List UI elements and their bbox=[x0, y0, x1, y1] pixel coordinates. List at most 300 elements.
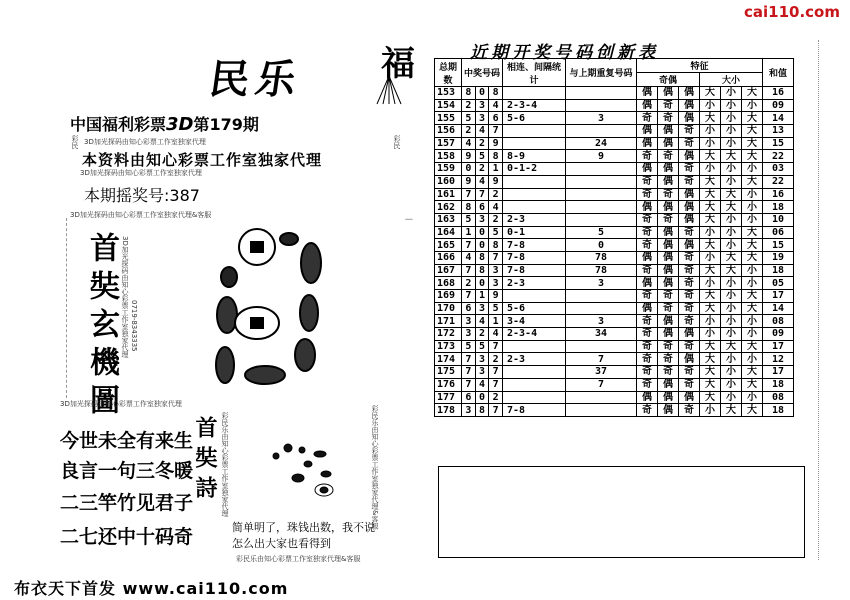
table-cell: 13 bbox=[763, 125, 794, 138]
table-cell: 奇 bbox=[679, 163, 700, 176]
table-cell: 169 bbox=[435, 290, 462, 303]
table-row bbox=[435, 264, 794, 277]
results-table-wrapper bbox=[434, 58, 794, 417]
table-cell: 7 bbox=[566, 378, 637, 391]
table-cell: 小 bbox=[742, 188, 763, 201]
table-cell: 小 bbox=[721, 328, 742, 341]
table-cell: 06 bbox=[763, 226, 794, 239]
table-cell: 大 bbox=[742, 404, 763, 417]
table-cell: 大 bbox=[700, 87, 721, 100]
table-row bbox=[435, 366, 794, 379]
table-cell: 22 bbox=[763, 150, 794, 163]
table-cell: 7 bbox=[462, 353, 476, 366]
table-row bbox=[435, 150, 794, 163]
table-cell bbox=[566, 302, 637, 315]
table-cell: 155 bbox=[435, 112, 462, 125]
poem-line-4: 二七还中十码奇 bbox=[60, 526, 194, 548]
table-cell: 小 bbox=[721, 163, 742, 176]
table-cell: 8 bbox=[462, 87, 476, 100]
table-cell: 偶 bbox=[658, 277, 679, 290]
table-row bbox=[435, 251, 794, 264]
table-cell: 7 bbox=[566, 353, 637, 366]
table-row bbox=[435, 328, 794, 341]
table-cell: 7 bbox=[489, 404, 503, 417]
fu-character: 福 bbox=[381, 44, 415, 84]
table-cell: 5-6 bbox=[503, 112, 566, 125]
table-cell: 8 bbox=[475, 264, 489, 277]
table-row bbox=[435, 340, 794, 353]
table-cell: 大 bbox=[721, 264, 742, 277]
table-cell: 大 bbox=[742, 137, 763, 150]
site-url-top[interactable]: cai110.com bbox=[744, 3, 840, 21]
table-cell: 162 bbox=[435, 201, 462, 214]
table-cell bbox=[503, 391, 566, 404]
table-cell: 大 bbox=[742, 175, 763, 188]
table-cell: 2-3-4 bbox=[503, 328, 566, 341]
table-cell: 大 bbox=[721, 404, 742, 417]
table-cell: 大 bbox=[742, 251, 763, 264]
table-cell: 7 bbox=[462, 188, 476, 201]
table-cell: 偶 bbox=[658, 175, 679, 188]
table-cell: 0 bbox=[475, 391, 489, 404]
poem-line-1: 今世未全有来生 bbox=[60, 430, 194, 452]
table-cell bbox=[503, 87, 566, 100]
table-cell bbox=[503, 201, 566, 214]
table-cell: 7 bbox=[462, 378, 476, 391]
table-cell: 奇 bbox=[658, 188, 679, 201]
table-cell: 大 bbox=[742, 150, 763, 163]
table-cell: 161 bbox=[435, 188, 462, 201]
table-cell: 大 bbox=[700, 366, 721, 379]
table-cell: 奇 bbox=[658, 290, 679, 303]
lottery-name: 中国福利彩票 bbox=[70, 115, 167, 134]
poem-tiny-note-right: 彩民乐由知心彩票工作室独家代理&客服 bbox=[371, 405, 379, 530]
table-cell bbox=[503, 340, 566, 353]
table-cell: 偶 bbox=[679, 353, 700, 366]
table-cell bbox=[503, 290, 566, 303]
table-cell: 偶 bbox=[658, 201, 679, 214]
table-cell: 奇 bbox=[658, 150, 679, 163]
table-cell: 小 bbox=[721, 226, 742, 239]
table-cell: 3 bbox=[566, 112, 637, 125]
table-cell: 小 bbox=[742, 213, 763, 226]
table-cell: 5 bbox=[475, 150, 489, 163]
table-cell: 8-9 bbox=[503, 150, 566, 163]
table-cell: 7-8 bbox=[503, 251, 566, 264]
results-table bbox=[434, 58, 794, 417]
poem-line-2: 良言一句三冬暖 bbox=[60, 460, 194, 482]
table-cell: 4 bbox=[475, 315, 489, 328]
table-cell: 5 bbox=[462, 340, 476, 353]
table-cell: 小 bbox=[742, 201, 763, 214]
table-cell: 6 bbox=[462, 302, 476, 315]
table-cell: 4 bbox=[462, 251, 476, 264]
table-cell bbox=[566, 125, 637, 138]
table-cell: 小 bbox=[700, 328, 721, 341]
table-cell: 偶 bbox=[637, 201, 658, 214]
table-row bbox=[435, 391, 794, 404]
table-cell bbox=[503, 137, 566, 150]
table-cell: 165 bbox=[435, 239, 462, 252]
table-cell bbox=[503, 175, 566, 188]
table-cell: 小 bbox=[721, 378, 742, 391]
table-cell: 奇 bbox=[637, 315, 658, 328]
table-cell: 0 bbox=[475, 226, 489, 239]
table-cell bbox=[566, 188, 637, 201]
table-cell bbox=[566, 201, 637, 214]
table-cell: 170 bbox=[435, 302, 462, 315]
table-cell: 奇 bbox=[637, 150, 658, 163]
table-cell: 小 bbox=[700, 251, 721, 264]
table-cell: 5 bbox=[462, 112, 476, 125]
caption bbox=[232, 520, 375, 552]
table-cell: 7-8 bbox=[503, 264, 566, 277]
table-cell: 17 bbox=[763, 366, 794, 379]
table-cell: 08 bbox=[763, 315, 794, 328]
table-cell: 小 bbox=[721, 277, 742, 290]
table-cell: 8 bbox=[462, 201, 476, 214]
table-cell: 2 bbox=[475, 328, 489, 341]
table-cell: 154 bbox=[435, 99, 462, 112]
table-cell: 03 bbox=[763, 163, 794, 176]
table-cell: 19 bbox=[763, 251, 794, 264]
table-cell: 奇 bbox=[637, 328, 658, 341]
table-cell: 167 bbox=[435, 264, 462, 277]
poem-line-3: 二三竿竹见君子 bbox=[60, 492, 194, 514]
tiny-note-left: 彩民 bbox=[71, 135, 79, 149]
table-cell: 奇 bbox=[637, 188, 658, 201]
table-cell: 小 bbox=[721, 391, 742, 404]
table-row bbox=[435, 137, 794, 150]
table-cell: 奇 bbox=[679, 302, 700, 315]
table-cell bbox=[503, 378, 566, 391]
agent-notice: 本资料由知心彩票工作室独家代理 bbox=[82, 151, 323, 169]
table-cell bbox=[566, 391, 637, 404]
table-cell: 小 bbox=[700, 99, 721, 112]
table-cell: 大 bbox=[700, 353, 721, 366]
table-cell: 大 bbox=[742, 340, 763, 353]
poem-tiny-note: 彩民乐由知心彩票工作室独家代理 bbox=[221, 412, 229, 517]
table-cell: 9 bbox=[462, 175, 476, 188]
table-cell: 9 bbox=[566, 150, 637, 163]
table-cell: 17 bbox=[763, 290, 794, 303]
dashed-divider bbox=[66, 218, 67, 398]
table-cell: 奇 bbox=[679, 366, 700, 379]
table-cell: 小 bbox=[742, 391, 763, 404]
table-cell: 偶 bbox=[658, 328, 679, 341]
table-cell: 大 bbox=[700, 378, 721, 391]
table-cell: 奇 bbox=[679, 404, 700, 417]
table-cell bbox=[503, 366, 566, 379]
table-cell: 小 bbox=[700, 125, 721, 138]
table-cell: 78 bbox=[566, 251, 637, 264]
game-name: 3D bbox=[166, 114, 194, 135]
table-cell: 大 bbox=[700, 175, 721, 188]
poem-title: 首奘詩 bbox=[192, 416, 218, 506]
issue-suffix: 期 bbox=[242, 115, 259, 134]
table-cell: 大 bbox=[700, 302, 721, 315]
table-cell bbox=[566, 99, 637, 112]
table-row bbox=[435, 188, 794, 201]
table-cell: 偶 bbox=[637, 302, 658, 315]
table-cell: 3 bbox=[489, 277, 503, 290]
table-cell: 奇 bbox=[658, 112, 679, 125]
table-cell: 大 bbox=[700, 150, 721, 163]
table-cell: 大 bbox=[721, 201, 742, 214]
col-oddeven: 奇偶 bbox=[637, 73, 700, 87]
table-cell: 小 bbox=[742, 277, 763, 290]
table-cell: 3-4 bbox=[503, 315, 566, 328]
table-cell: 奇 bbox=[679, 290, 700, 303]
table-cell: 159 bbox=[435, 163, 462, 176]
table-cell bbox=[566, 290, 637, 303]
table-cell: 8 bbox=[475, 251, 489, 264]
table-cell: 偶 bbox=[637, 125, 658, 138]
table-cell: 7 bbox=[462, 239, 476, 252]
table-cell: 5 bbox=[566, 226, 637, 239]
table-cell: 178 bbox=[435, 404, 462, 417]
table-cell: 4 bbox=[475, 125, 489, 138]
table-cell: 大 bbox=[721, 251, 742, 264]
table-cell: 小 bbox=[721, 125, 742, 138]
table-cell: 168 bbox=[435, 277, 462, 290]
table-row bbox=[435, 226, 794, 239]
table-cell: 164 bbox=[435, 226, 462, 239]
right-margin-rule bbox=[818, 40, 819, 560]
table-cell: 小 bbox=[721, 213, 742, 226]
table-cell: 大 bbox=[742, 125, 763, 138]
table-cell: 2 bbox=[489, 188, 503, 201]
table-row bbox=[435, 201, 794, 214]
table-cell: 2 bbox=[489, 353, 503, 366]
table-cell: 3 bbox=[566, 315, 637, 328]
table-cell: 7-8 bbox=[503, 404, 566, 417]
table-cell: 奇 bbox=[679, 137, 700, 150]
table-row bbox=[435, 353, 794, 366]
table-cell: 6 bbox=[475, 201, 489, 214]
table-cell: 3 bbox=[489, 264, 503, 277]
table-cell: 9 bbox=[489, 137, 503, 150]
table-cell: 177 bbox=[435, 391, 462, 404]
bead-sketch bbox=[268, 438, 348, 508]
table-cell bbox=[566, 404, 637, 417]
table-cell: 偶 bbox=[637, 137, 658, 150]
footer-publisher[interactable]: 布衣天下首发 www.cai110.com bbox=[14, 579, 289, 598]
table-cell: 5 bbox=[489, 302, 503, 315]
table-row bbox=[435, 87, 794, 100]
table-cell: 7 bbox=[489, 378, 503, 391]
table-cell: 奇 bbox=[637, 404, 658, 417]
table-cell: 大 bbox=[742, 226, 763, 239]
table-cell: 18 bbox=[763, 404, 794, 417]
table-cell: 2-3 bbox=[503, 353, 566, 366]
table-cell: 小 bbox=[700, 277, 721, 290]
table-cell: 奇 bbox=[637, 175, 658, 188]
table-cell: 7 bbox=[489, 340, 503, 353]
table-cell: 3 bbox=[475, 112, 489, 125]
table-row bbox=[435, 302, 794, 315]
table-cell: 24 bbox=[566, 137, 637, 150]
table-cell: 10 bbox=[763, 213, 794, 226]
table-cell: 3 bbox=[475, 213, 489, 226]
table-cell: 0 bbox=[475, 277, 489, 290]
table-cell: 0 bbox=[462, 163, 476, 176]
table-cell: 0 bbox=[475, 87, 489, 100]
table-cell: 奇 bbox=[658, 366, 679, 379]
brand-name: 民乐 bbox=[206, 56, 305, 103]
table-cell: 7-8 bbox=[503, 239, 566, 252]
issue-header bbox=[70, 112, 259, 135]
table-cell: 34 bbox=[566, 328, 637, 341]
table-cell: 7 bbox=[489, 366, 503, 379]
table-cell: 大 bbox=[700, 201, 721, 214]
table-cell: 大 bbox=[721, 340, 742, 353]
table-cell: 3 bbox=[462, 328, 476, 341]
table-cell: 小 bbox=[700, 226, 721, 239]
table-cell: 22 bbox=[763, 175, 794, 188]
table-cell: 6 bbox=[489, 112, 503, 125]
table-cell: 1 bbox=[489, 163, 503, 176]
table-cell: 偶 bbox=[679, 239, 700, 252]
table-cell: 0-1-2 bbox=[503, 163, 566, 176]
brand-logo bbox=[200, 40, 415, 110]
col-sum: 和值 bbox=[763, 59, 794, 87]
table-cell: 7 bbox=[462, 366, 476, 379]
table-cell: 1 bbox=[489, 315, 503, 328]
table-cell: 奇 bbox=[637, 226, 658, 239]
table-cell: 163 bbox=[435, 213, 462, 226]
table-cell: 175 bbox=[435, 366, 462, 379]
table-cell: 2 bbox=[489, 213, 503, 226]
table-cell: 奇 bbox=[679, 264, 700, 277]
table-cell: 偶 bbox=[637, 251, 658, 264]
table-cell: 大 bbox=[721, 188, 742, 201]
table-cell: 157 bbox=[435, 137, 462, 150]
table-cell: 偶 bbox=[637, 99, 658, 112]
table-row bbox=[435, 125, 794, 138]
draw-number: 387 bbox=[169, 186, 200, 205]
table-cell: 3 bbox=[475, 99, 489, 112]
table-cell: 偶 bbox=[658, 87, 679, 100]
table-cell: 奇 bbox=[679, 251, 700, 264]
table-cell: 奇 bbox=[637, 213, 658, 226]
table-cell: 9 bbox=[489, 290, 503, 303]
table-cell: 0 bbox=[566, 239, 637, 252]
table-cell: 2 bbox=[462, 277, 476, 290]
table-cell bbox=[566, 87, 637, 100]
table-cell: 09 bbox=[763, 99, 794, 112]
table-cell: 偶 bbox=[679, 150, 700, 163]
tiny-note-1: 3D加光探码由知心彩票工作室独家代理 bbox=[84, 138, 206, 146]
table-cell: 偶 bbox=[658, 391, 679, 404]
table-cell: 14 bbox=[763, 112, 794, 125]
table-cell: 奇 bbox=[637, 239, 658, 252]
table-cell: 7 bbox=[475, 188, 489, 201]
table-cell: 4 bbox=[489, 201, 503, 214]
tiny-note-2: 3D加光探码由知心彩票工作室独家代理&客服 bbox=[70, 211, 212, 219]
table-row bbox=[435, 277, 794, 290]
table-cell: 4 bbox=[475, 378, 489, 391]
table-cell: 0 bbox=[475, 239, 489, 252]
table-cell: 奇 bbox=[658, 302, 679, 315]
table-cell: 8 bbox=[475, 404, 489, 417]
col-issue: 总期数 bbox=[435, 59, 462, 87]
col-repeat: 与上期重复号码 bbox=[566, 59, 637, 87]
col-feature: 特征 bbox=[637, 59, 763, 73]
table-cell: 小 bbox=[742, 328, 763, 341]
table-cell: 小 bbox=[742, 99, 763, 112]
table-cell: 9 bbox=[489, 175, 503, 188]
draw-label: 本期摇奖号: bbox=[84, 186, 170, 205]
table-cell: 7 bbox=[462, 264, 476, 277]
table-cell: 3 bbox=[566, 277, 637, 290]
table-cell: 偶 bbox=[679, 201, 700, 214]
table-cell: 大 bbox=[700, 391, 721, 404]
draw-result bbox=[84, 183, 200, 206]
table-row bbox=[435, 315, 794, 328]
table-cell: 小 bbox=[700, 137, 721, 150]
table-cell: 5 bbox=[475, 340, 489, 353]
table-cell: 176 bbox=[435, 378, 462, 391]
table-cell: 2 bbox=[475, 163, 489, 176]
table-cell: 偶 bbox=[679, 328, 700, 341]
table-row bbox=[435, 175, 794, 188]
table-cell: 奇 bbox=[637, 366, 658, 379]
table-cell: 14 bbox=[763, 302, 794, 315]
tiny-note-3: 3D加光探码由知心彩票工作室独家代理 bbox=[60, 400, 182, 408]
table-cell bbox=[566, 175, 637, 188]
table-cell: 偶 bbox=[658, 137, 679, 150]
table-cell: 174 bbox=[435, 353, 462, 366]
col-bigsmall: 大小 bbox=[700, 73, 763, 87]
table-cell: 小 bbox=[700, 404, 721, 417]
tiny-vertical-phone: 0719-8343335 bbox=[130, 300, 138, 352]
table-cell: 奇 bbox=[637, 290, 658, 303]
table-cell: 大 bbox=[742, 290, 763, 303]
table-cell bbox=[503, 188, 566, 201]
table-cell: 奇 bbox=[637, 340, 658, 353]
table-cell: 09 bbox=[763, 328, 794, 341]
table-cell: 3 bbox=[475, 353, 489, 366]
table-cell: 奇 bbox=[637, 353, 658, 366]
table-cell: 偶 bbox=[658, 239, 679, 252]
table-cell: 大 bbox=[742, 302, 763, 315]
table-cell: 小 bbox=[721, 366, 742, 379]
table-title: 近期开奖号码创新表 bbox=[470, 43, 659, 63]
table-cell: 08 bbox=[763, 391, 794, 404]
table-cell: 小 bbox=[721, 239, 742, 252]
table-cell: 小 bbox=[721, 290, 742, 303]
table-cell: 5-6 bbox=[503, 302, 566, 315]
table-cell: 3 bbox=[475, 302, 489, 315]
caption-line-2: 怎么出大家也看得到 bbox=[232, 537, 331, 550]
tiny-note-right: 彩民 bbox=[393, 135, 401, 149]
table-cell: 小 bbox=[700, 163, 721, 176]
table-cell: 奇 bbox=[679, 175, 700, 188]
table-cell: 05 bbox=[763, 277, 794, 290]
issue-number: 179 bbox=[209, 115, 243, 134]
table-cell: 偶 bbox=[679, 99, 700, 112]
table-cell: 偶 bbox=[679, 391, 700, 404]
table-cell: 1 bbox=[462, 226, 476, 239]
table-row bbox=[435, 163, 794, 176]
table-cell: 小 bbox=[742, 315, 763, 328]
table-cell: 奇 bbox=[637, 378, 658, 391]
table-cell: 偶 bbox=[658, 315, 679, 328]
table-cell: 偶 bbox=[658, 163, 679, 176]
table-cell: 奇 bbox=[679, 315, 700, 328]
vertical-title: 首奘玄機圖 bbox=[84, 232, 119, 422]
